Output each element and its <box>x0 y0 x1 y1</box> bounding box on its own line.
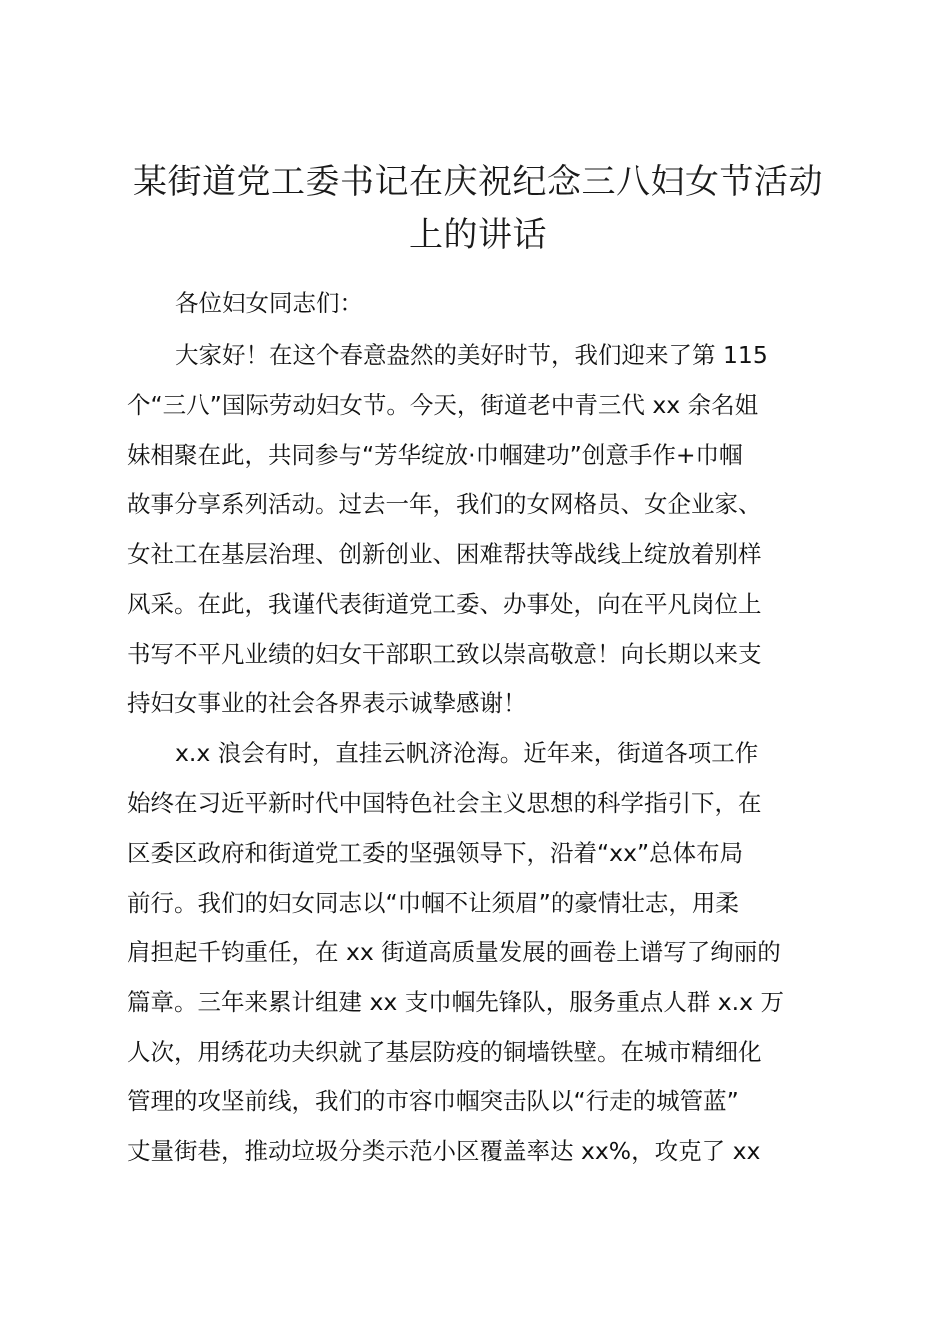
paragraph-1-line-6: 风采。在此，我谨代表街道党工委、办事处，向在平凡岗位上 <box>127 590 762 618</box>
document-title <box>118 156 838 262</box>
paragraph-2-line-1: x.x 浪会有时，直挂云帆济沧海。近年来，街道各项工作 <box>175 739 759 767</box>
paragraph-2-line-7: 人次，用绣花功夫织就了基层防疫的铜墙铁壁。在城市精细化 <box>127 1038 762 1066</box>
paragraph-1-line-8: 持妇女事业的社会各界表示诚挚感谢！ <box>127 689 527 717</box>
paragraph-1-line-3: 妹相聚在此，共同参与“芳华绽放·巾帼建功”创意手作+巾帼 <box>127 441 743 469</box>
paragraph-2-line-5: 肩担起千钧重任，在 xx 街道高质量发展的画卷上谱写了绚丽的 <box>127 938 781 966</box>
paragraph-2-line-9: 丈量街巷，推动垃圾分类示范小区覆盖率达 xx%，攻克了 xx <box>127 1137 761 1165</box>
title-line-1: 某街道党工委书记在庆祝纪念三八妇女节活动 <box>133 162 823 202</box>
paragraph-1-line-7: 书写不平凡业绩的妇女干部职工致以崇高敬意！向长期以来支 <box>127 640 762 668</box>
paragraph-1-line-1: 大家好！在这个春意盎然的美好时节，我们迎来了第 115 <box>175 341 768 369</box>
title-line-2: 上的讲话 <box>409 215 547 255</box>
paragraph-1-line-5: 女社工在基层治理、创新创业、困难帮扶等战线上绽放着别样 <box>127 540 762 568</box>
paragraph-2-line-3: 区委区政府和街道党工委的坚强领导下，沿着“xx”总体布局 <box>127 839 744 867</box>
paragraph-1-line-2: 个“三八”国际劳动妇女节。今天，街道老中青三代 xx 余名姐 <box>127 391 759 419</box>
paragraph-2-line-2: 始终在习近平新时代中国特色社会主义思想的科学指引下，在 <box>127 789 762 817</box>
salutation: 各位妇女同志们： <box>175 289 363 317</box>
paragraph-2-line-4: 前行。我们的妇女同志以“巾帼不让须眉”的豪情壮志，用柔 <box>127 889 739 917</box>
paragraph-1-line-4: 故事分享系列活动。过去一年，我们的女网格员、女企业家、 <box>127 490 762 518</box>
paragraph-2-line-6: 篇章。三年来累计组建 xx 支巾帼先锋队，服务重点人群 x.x 万 <box>127 988 784 1016</box>
paragraph-2-line-8: 管理的攻坚前线，我们的市容巾帼突击队以“行走的城管蓝” <box>127 1087 739 1115</box>
